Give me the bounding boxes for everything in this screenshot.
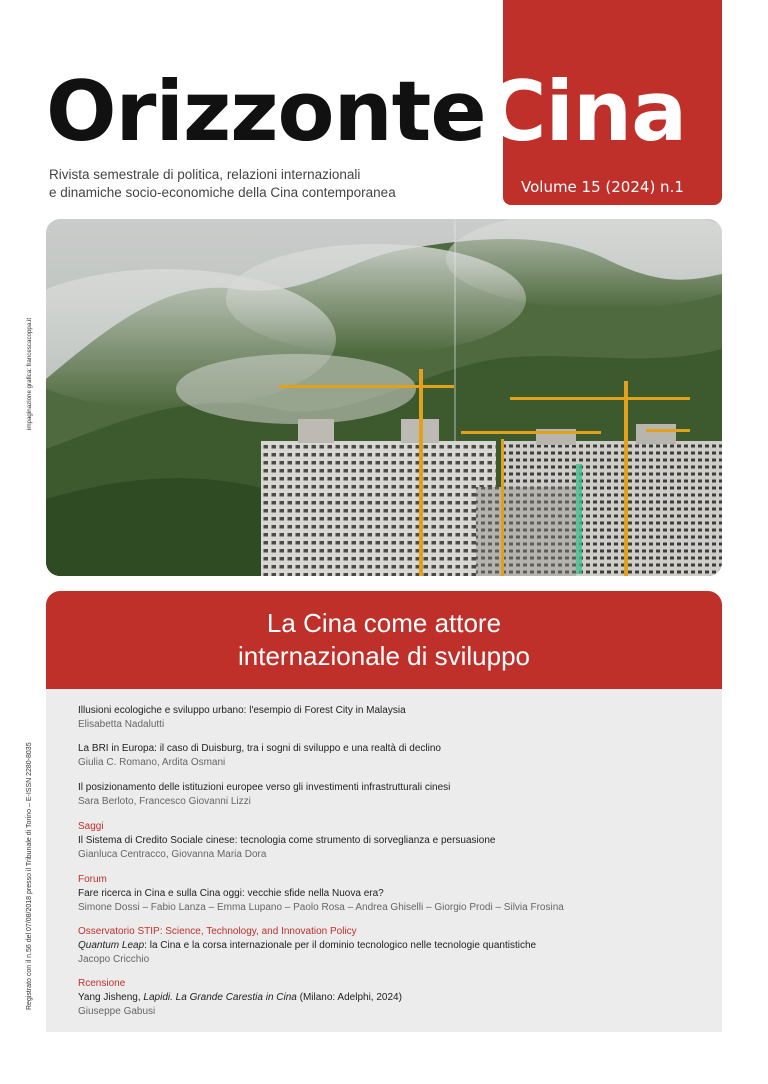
volume-label: Volume 15 (2024) n.1 [521,178,684,196]
toc-entry-review[interactable] [78,977,708,1019]
entry-authors: Giulia C. Romano, Ardita Osmani [78,757,226,768]
entry-authors: Giuseppe Gabusi [78,1006,156,1017]
registration-note [26,710,40,1010]
entry-title [78,939,708,953]
entry-authors: Elisabetta Nadalutti [78,719,165,730]
entry-authors: Gianluca Centracco, Giovanna Maria Dora [78,849,267,860]
toc-entry-quantum-leap[interactable] [78,925,708,967]
toc-entry-european-institutions[interactable] [78,781,708,809]
entry-title-italic: Lapidi. La Grande Carestia in Cina [143,992,297,1003]
entry-title: Illusioni ecologiche e sviluppo urbano: l'esempio di Forest City in Malaysia [78,705,406,716]
graphic-credit [26,290,40,430]
issue-theme-banner [46,591,722,689]
entry-title-italic: Quantum Leap [78,940,145,951]
section-label: Rcensione [78,978,126,989]
toc-entry-forum[interactable] [78,873,708,915]
masthead-word-orizzonte: Orizzonte [46,63,486,160]
journal-subtitle [49,166,489,202]
entry-title: Fare ricerca in Cina e sulla Cina oggi: vecchie sfide nella Nuova era? [78,888,384,899]
entry-authors: Simone Dossi – Fabio Lanza – Emma Lupano – Paolo Rosa – Andrea Ghiselli – Giorgio Prodi – Silvia Frosina [78,902,564,913]
subtitle-line-1: Rivista semestrale di politica, relazioni internazionali [49,167,361,182]
subtitle-line-2: e dinamiche socio-economiche della Cina contemporanea [49,185,396,200]
table-of-contents [46,689,722,1032]
entry-authors: Sara Berloto, Francesco Giovanni Lizzi [78,796,251,807]
section-label: Osservatorio STIP: Science, Technology, and Innovation Policy [78,926,357,937]
journal-masthead [46,62,686,162]
entry-title: Il Sistema di Credito Sociale cinese: tecnologia come strumento di sorveglianza e persuasione [78,835,496,846]
toc-entry-duisburg[interactable] [78,742,708,770]
entry-title [78,991,708,1005]
masthead-word-cina: Cina [485,63,687,160]
cover-photo-illustration [46,219,722,576]
theme-line-2: internazionale di sviluppo [238,641,530,671]
entry-title-pre: Yang Jisheng, [78,992,144,1003]
section-label: Forum [78,874,107,885]
registration-text: Registrato con il n.56 del 07/08/2018 presso il Tribunale di Torino – E-ISSN 2280-8035 [26,742,33,1010]
entry-title: La BRI in Europa: il caso di Duisburg, tra i sogni di sviluppo e una realtà di declino [78,743,441,754]
cover-photo [46,219,722,576]
toc-entry-forest-city[interactable] [78,704,708,732]
entry-authors: Jacopo Cricchio [78,954,150,965]
toc-entry-social-credit[interactable] [78,820,708,862]
entry-title-rest: : la Cina e la corsa internazionale per il dominio tecnologico nelle tecnologie quantistiche [144,940,537,951]
entry-title-post: (Milano: Adelphi, 2024) [296,992,402,1003]
graphic-credit-text: impaginazione grafica: francescacoppa.it [26,317,33,430]
section-label: Saggi [78,821,104,832]
theme-line-1: La Cina come attore [266,608,502,638]
entry-title: Il posizionamento delle istituzioni europee verso gli investimenti infrastrutturali cinesi [78,782,451,793]
